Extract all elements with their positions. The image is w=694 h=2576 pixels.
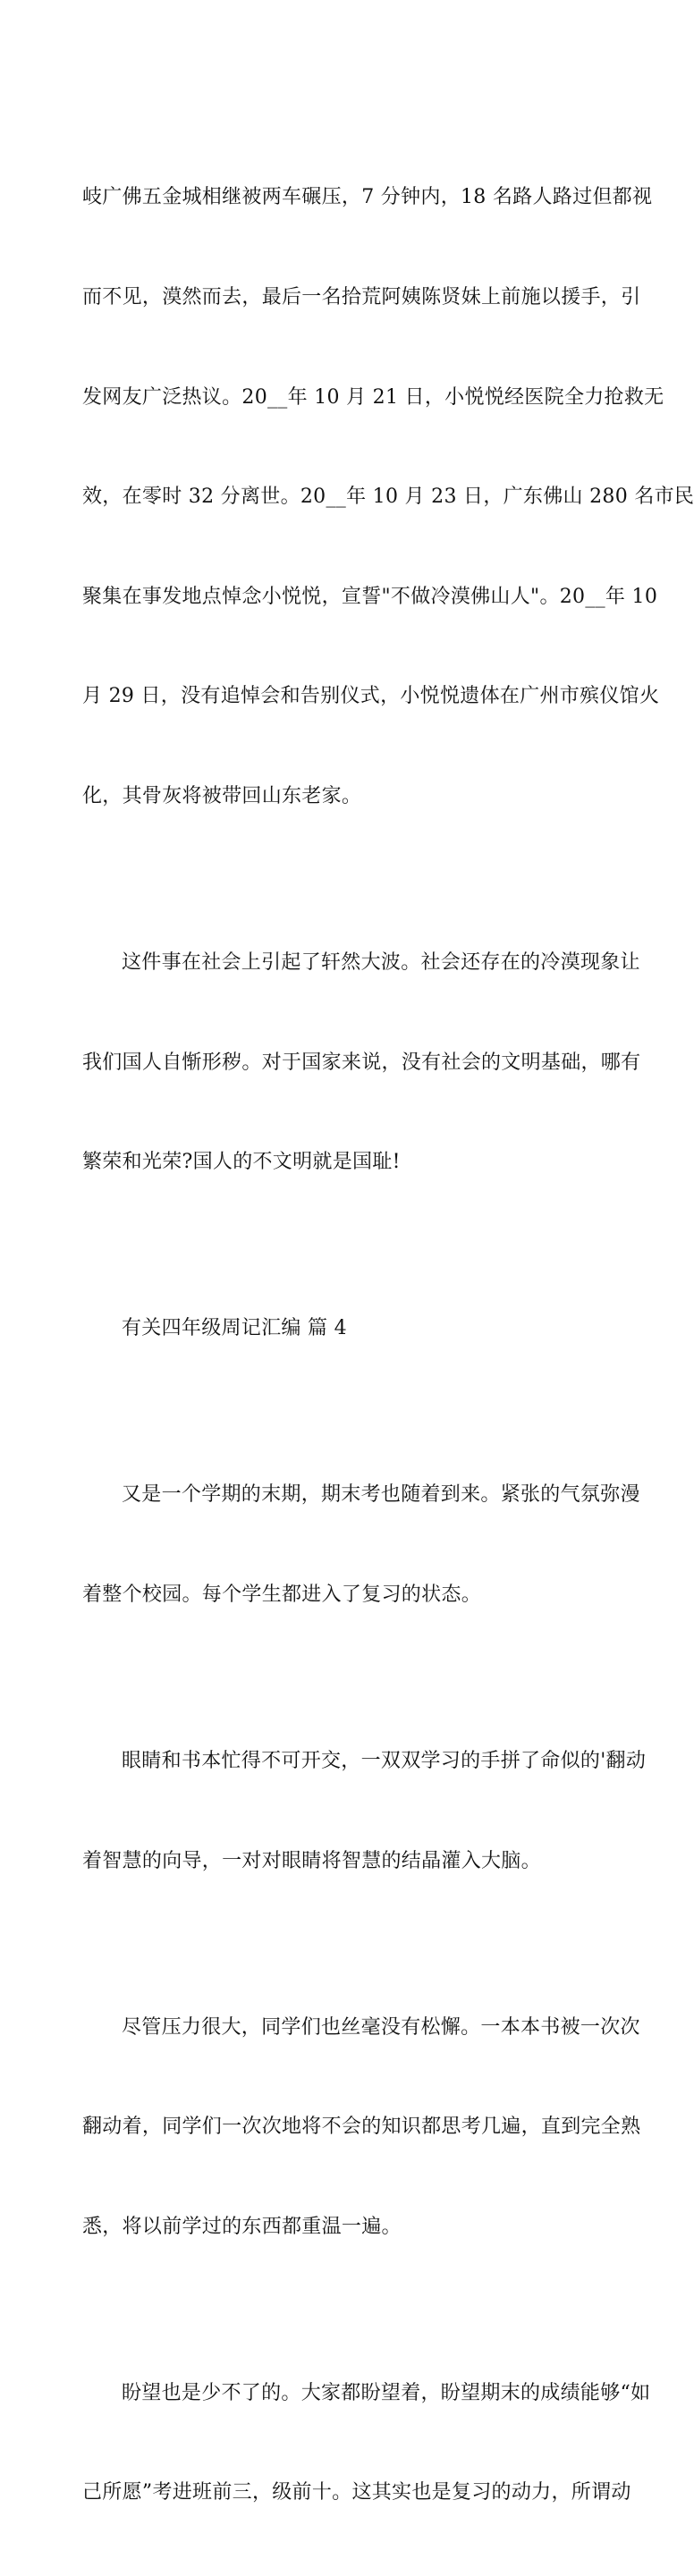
text-line: 眼睛和书本忙得不可开交，一双双学习的手拼了命似的'翻动 xyxy=(122,1749,647,1772)
text-line: 岐广佛五金城相继被两车碾压，7 分钟内，18 名路人路过但都视 xyxy=(82,186,653,209)
text-line: 悉，将以前学过的东西都重温一遍。 xyxy=(82,2215,402,2238)
text-line: 月 29 日，没有追悼会和告别仪式，小悦悦遗体在广州市殡仪馆火 xyxy=(82,685,660,708)
paragraph-1 xyxy=(82,114,694,880)
text-line: 发网友广泛热议。20__年 10 月 21 日，小悦悦经医院全力抢救无 xyxy=(82,385,664,409)
paragraph-4 xyxy=(82,1678,647,1945)
text-line: 繁荣和光荣?国人的不文明就是国耻! xyxy=(82,1151,401,1174)
text-line: 这件事在社会上引起了轩然大波。社会还存在的冷漠现象让 xyxy=(122,951,640,975)
text-line: 化，其骨灰将被带回山东老家。 xyxy=(82,785,362,808)
text-line: 又是一个学期的末期，期末考也随着到来。紧张的气氛弥漫 xyxy=(122,1483,640,1507)
paragraph-5 xyxy=(82,1944,641,2310)
text-line: 我们国人自惭形秽。对于国家来说，没有社会的文明基础，哪有 xyxy=(82,1051,641,1074)
section-heading xyxy=(82,1246,574,1412)
paragraph-3 xyxy=(82,1412,640,1678)
text-line: 效，在零时 32 分离世。20__年 10 月 23 日，广东佛山 280 名市民 xyxy=(82,486,694,509)
text-line: 聚集在事发地点悼念小悦悦，宣誓"不做冷漠佛山人"。20__年 10 xyxy=(82,585,658,608)
heading-line: 有关四年级周记汇编 篇 4 xyxy=(122,1317,347,1340)
text-line: 盼望也是少不了的。大家都盼望着，盼望期末的成绩能够“如 xyxy=(122,2381,651,2404)
paragraph-2 xyxy=(82,880,641,1246)
text-line: 而不见，漠然而去，最后一名拾荒阿姨陈贤妹上前施以援手，引 xyxy=(82,286,641,309)
document-body xyxy=(82,114,694,2576)
text-line: 翻动着，同学们一次次地将不会的知识都思考几遍，直到完全熟 xyxy=(82,2116,641,2139)
text-line: 己所愿”考进班前三，级前十。这其实也是复习的动力，所谓动 xyxy=(82,2481,631,2504)
text-line: 着整个校园。每个学生都进入了复习的状态。 xyxy=(82,1583,482,1606)
text-line: 尽管压力很大，同学们也丝毫没有松懈。一本本书被一次次 xyxy=(122,2015,640,2039)
paragraph-6 xyxy=(82,2310,651,2576)
text-line: 着智慧的向导，一对对眼睛将智慧的结晶灌入大脑。 xyxy=(82,1849,541,1872)
